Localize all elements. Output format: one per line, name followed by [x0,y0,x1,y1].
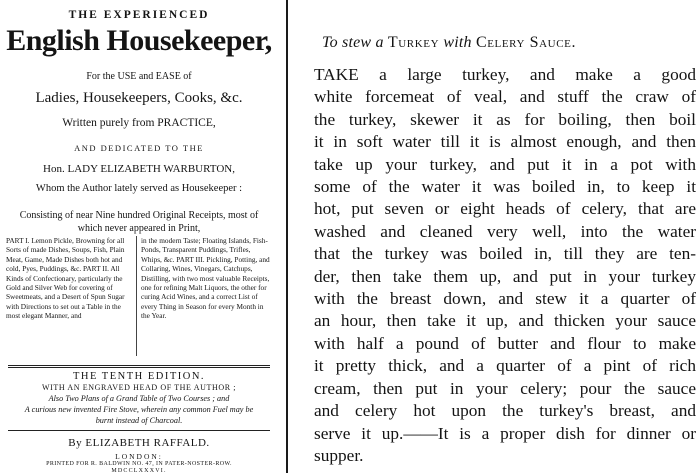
page-divider [286,0,288,473]
title-page-line-for-use: For the USE and EASE of [86,71,192,82]
recipe-line: take up your turkey, and put it in a pot with [314,154,696,174]
double-rule [8,365,270,368]
contents-left-column: PART I. Lemon Pickle, Browning for all Sorts of made Dishes, Soups, Fish, Plain Meat, Game, Made Dishes both hot and cold, Pyes, Puddings, &c. PART II. All Kinds of Confectionary, particularly the Gold and Silver Web for covering of Sweetmeats, and a Desert of Spun Sugar with Directions to set out a Table in the most elegant Manner, and [6,236,125,321]
recipe-line: some of the water it was boiled in, to keep it [314,177,696,197]
imprint-city: LONDON: [115,452,163,461]
recipe-line: the turkey, skewer it as for boiling, then boil [314,109,696,129]
rule-above-author [8,430,270,431]
title-page-line-author-served: Whom the Author lately served as Housekeeper : [35,183,243,194]
recipe-line: that the turkey was boiled in, till they are ten- [314,244,696,264]
contents-columns [6,236,272,366]
title-page-line-the-experienced: THE EXPERIENCED [68,9,210,21]
title-page-line-audience: Ladies, Housekeepers, Cooks, &c. [35,90,243,106]
recipe-line: an hour, then take it up, and thicken your sauce [314,311,696,331]
stove-line-2: burnt instead of Charcoal. [95,416,183,425]
recipe-line: TAKE a large turkey, and make a good [314,65,696,84]
recipe-body [314,64,696,467]
edition-line: THE TENTH EDITION. [72,371,206,382]
imprint-year: MDCCLXXXVI. [111,468,167,474]
recipe-line: and celery hot upon the turkey's breast, and [314,401,696,421]
recipe-line: it in soft water till it is almost enough, and then [314,132,696,152]
title-page-main-title: English Housekeeper, [6,24,272,57]
title-page-line-receipts: Consisting of near Nine hundred Original Receipts, most of which never appeared in Print, [19,210,259,234]
recipe-title-part-3: with [443,34,472,51]
contents-column-divider [136,236,137,356]
recipe-line: serve it up.——It is a proper dish for dinner or [314,423,696,443]
stove-line-1: A curious new invented Fire Stove, wherein any common Fuel may be [24,405,254,414]
recipe-title-part-4: Celery Sauce. [475,34,577,51]
plates-line: Also Two Plans of a Grand Table of Two Courses ; and [48,394,230,403]
recipe-line: cream, then put in your celery; pour the sauce [314,378,696,398]
recipe-line: der, then take them up, and put in your turkey [314,266,696,286]
recipe-title-part-2: Turkey [387,34,440,51]
title-page-line-dedicated: AND DEDICATED TO THE [74,143,204,153]
recipe-page [300,0,700,473]
edition-subtitle: WITH AN ENGRAVED HEAD OF THE AUTHOR ; [41,383,237,392]
recipe-line: with the breast down, and stew it a quarter of [314,289,696,309]
author-line: By ELIZABETH RAFFALD. [68,437,210,449]
title-page-line-dedicatee: Hon. LADY ELIZABETH WARBURTON, [43,163,235,175]
recipe-line: white forcemeat of veal, and stuff the craw of [314,87,696,107]
recipe-title-part-1: To stew a [322,34,384,51]
imprint-printer: PRINTED FOR R. BALDWIN NO. 47, IN PATER-NOSTER-ROW. [46,461,232,467]
recipe-line: supper. [314,445,364,465]
title-page-line-practice: Written purely from PRACTICE, [62,117,216,129]
recipe-title [322,34,576,52]
recipe-line: hot, put seven or eight heads of celery, that are [314,199,696,219]
recipe-line: it pretty thick, and a quarter of a pint of rich [314,356,696,376]
contents-right-column: in the modern Taste; Floating Islands, Fish-Ponds, Transparent Puddings, Trifles, Whips, &c. PART III. Pickling, Potting, and Collaring, Wines, Vinegars, Catchups, Distilling, with two most valuable Receipts, one for refining Malt Liquors, the other for curing Acid Wines, and a correct List of every Thing in Season for every Month in the Year. [141,236,270,321]
recipe-line: with half a pound of butter and flour to make [314,333,696,353]
title-page [0,0,278,473]
recipe-line: washed and cleaned very well, into the water [314,221,696,241]
